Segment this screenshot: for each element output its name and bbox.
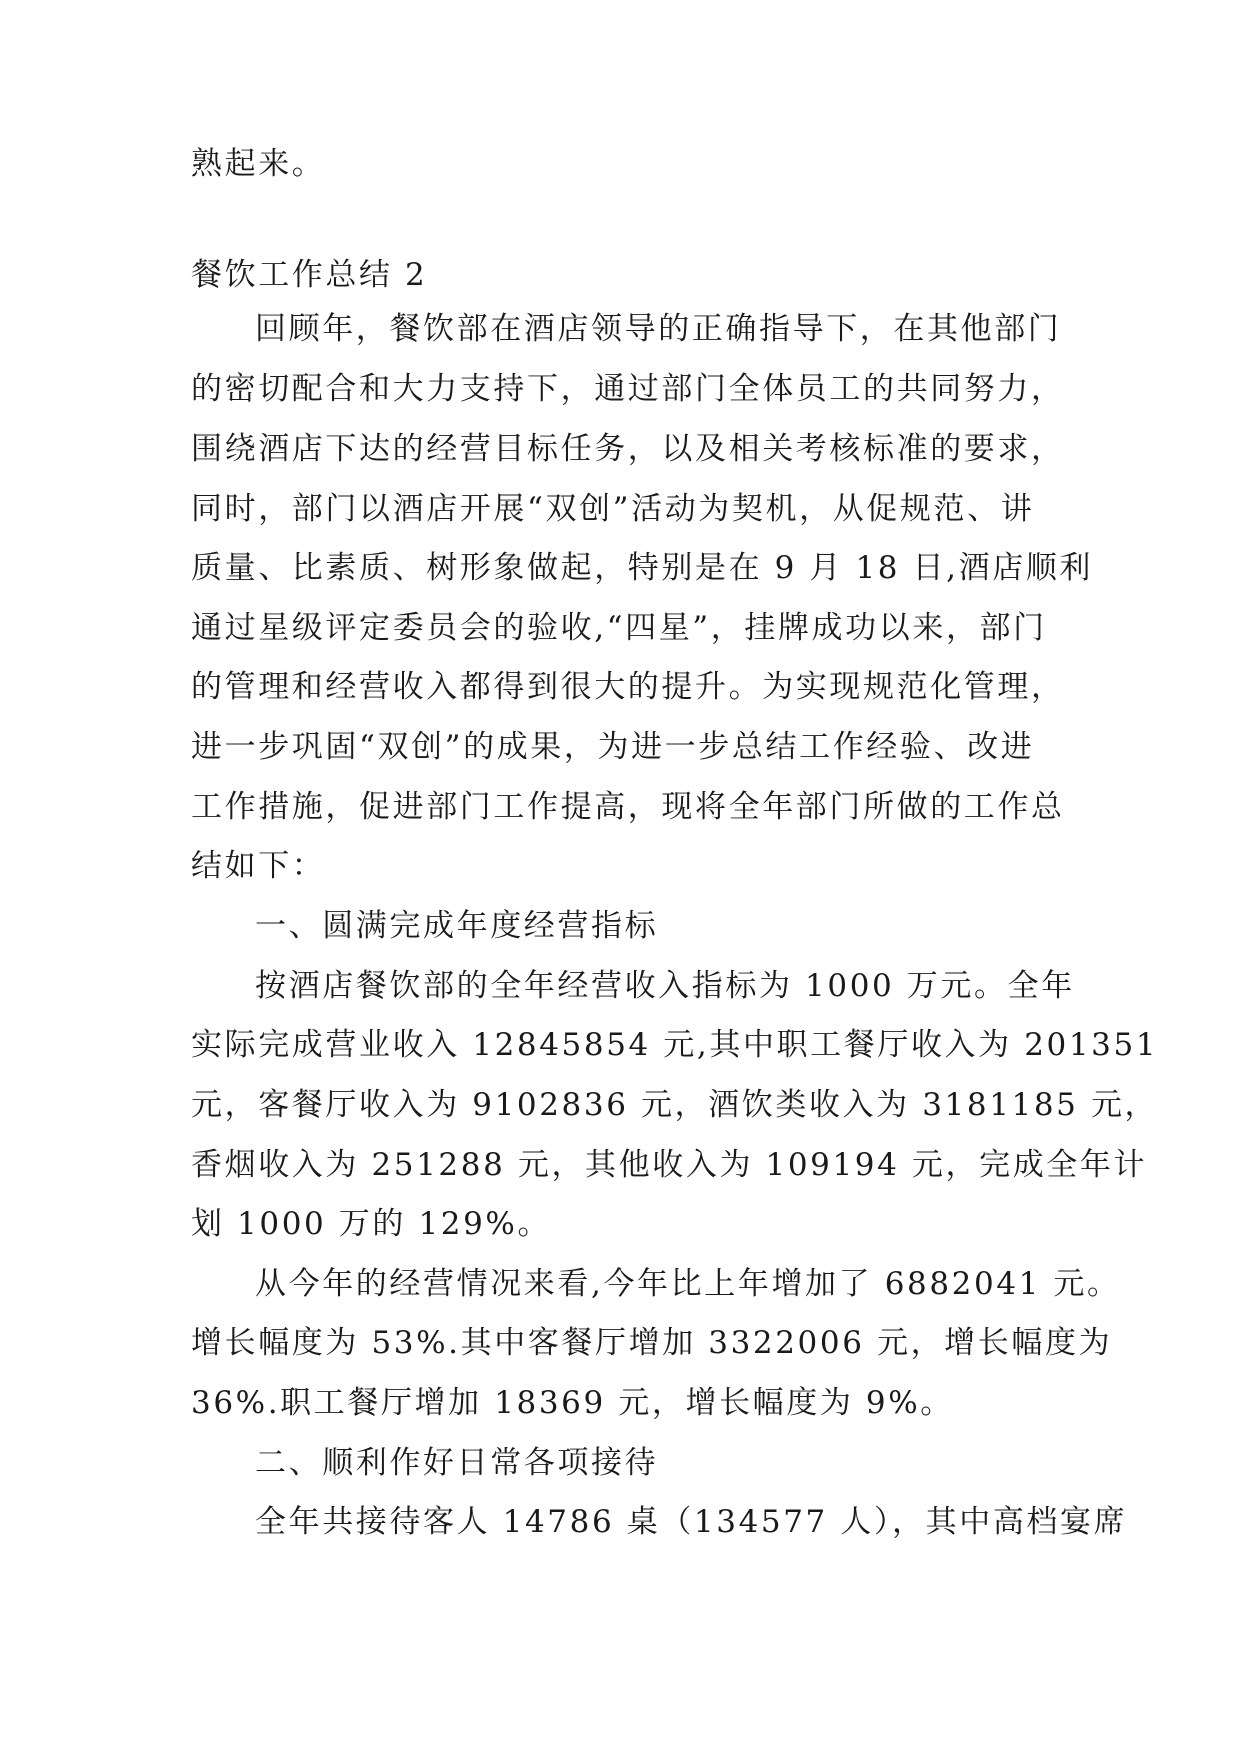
paragraph-line: 工作措施，促进部门工作提高，现将全年部门所做的工作总 bbox=[191, 789, 1065, 825]
paragraph-line: 元，客餐厅收入为 9102836 元，酒饮类收入为 3181185 元， bbox=[191, 1087, 1159, 1123]
paragraph-line: 按酒店餐饮部的全年经营收入指标为 1000 万元。全年 bbox=[255, 968, 1075, 1004]
subsection-heading: 一、圆满完成年度经营指标 bbox=[255, 908, 659, 944]
paragraph-line: 全年共接待客人 14786 桌（134577 人），其中高档宴席 bbox=[255, 1504, 1128, 1540]
paragraph-line: 实际完成营业收入 12845854 元,其中职工餐厅收入为 201351 bbox=[191, 1027, 1159, 1063]
text-line: 熟起来。 bbox=[191, 146, 326, 182]
paragraph-line: 香烟收入为 251288 元，其他收入为 109194 元，完成全年计 bbox=[191, 1147, 1148, 1183]
section-heading: 餐饮工作总结 2 bbox=[191, 257, 428, 293]
paragraph-line: 通过星级评定委员会的验收,“四星”，挂牌成功以来，部门 bbox=[191, 610, 1047, 646]
paragraph-line: 结如下： bbox=[191, 848, 326, 884]
paragraph-line: 划 1000 万的 129%。 bbox=[191, 1206, 552, 1242]
paragraph-line: 增长幅度为 53%.其中客餐厅增加 3322006 元，增长幅度为 bbox=[191, 1325, 1113, 1361]
paragraph-line: 围绕酒店下达的经营目标任务，以及相关考核标准的要求， bbox=[191, 431, 1065, 467]
paragraph-line: 36%.职工餐厅增加 18369 元，增长幅度为 9%。 bbox=[191, 1385, 954, 1421]
paragraph-line: 质量、比素质、树形象做起，特别是在 9 月 18 日,酒店顺利 bbox=[191, 550, 1094, 586]
paragraph-line: 同时，部门以酒店开展“双创”活动为契机，从促规范、讲 bbox=[191, 491, 1035, 527]
paragraph-line: 的密切配合和大力支持下，通过部门全体员工的共同努力， bbox=[191, 371, 1065, 407]
paragraph-line: 进一步巩固“双创”的成果，为进一步总结工作经验、改进 bbox=[191, 729, 1035, 765]
paragraph-line: 从今年的经营情况来看,今年比上年增加了 6882041 元。 bbox=[255, 1266, 1121, 1302]
paragraph-line: 回顾年，餐饮部在酒店领导的正确指导下，在其他部门 bbox=[255, 311, 1062, 347]
subsection-heading: 二、顺利作好日常各项接待 bbox=[255, 1445, 659, 1481]
paragraph-line: 的管理和经营收入都得到很大的提升。为实现规范化管理， bbox=[191, 669, 1065, 705]
